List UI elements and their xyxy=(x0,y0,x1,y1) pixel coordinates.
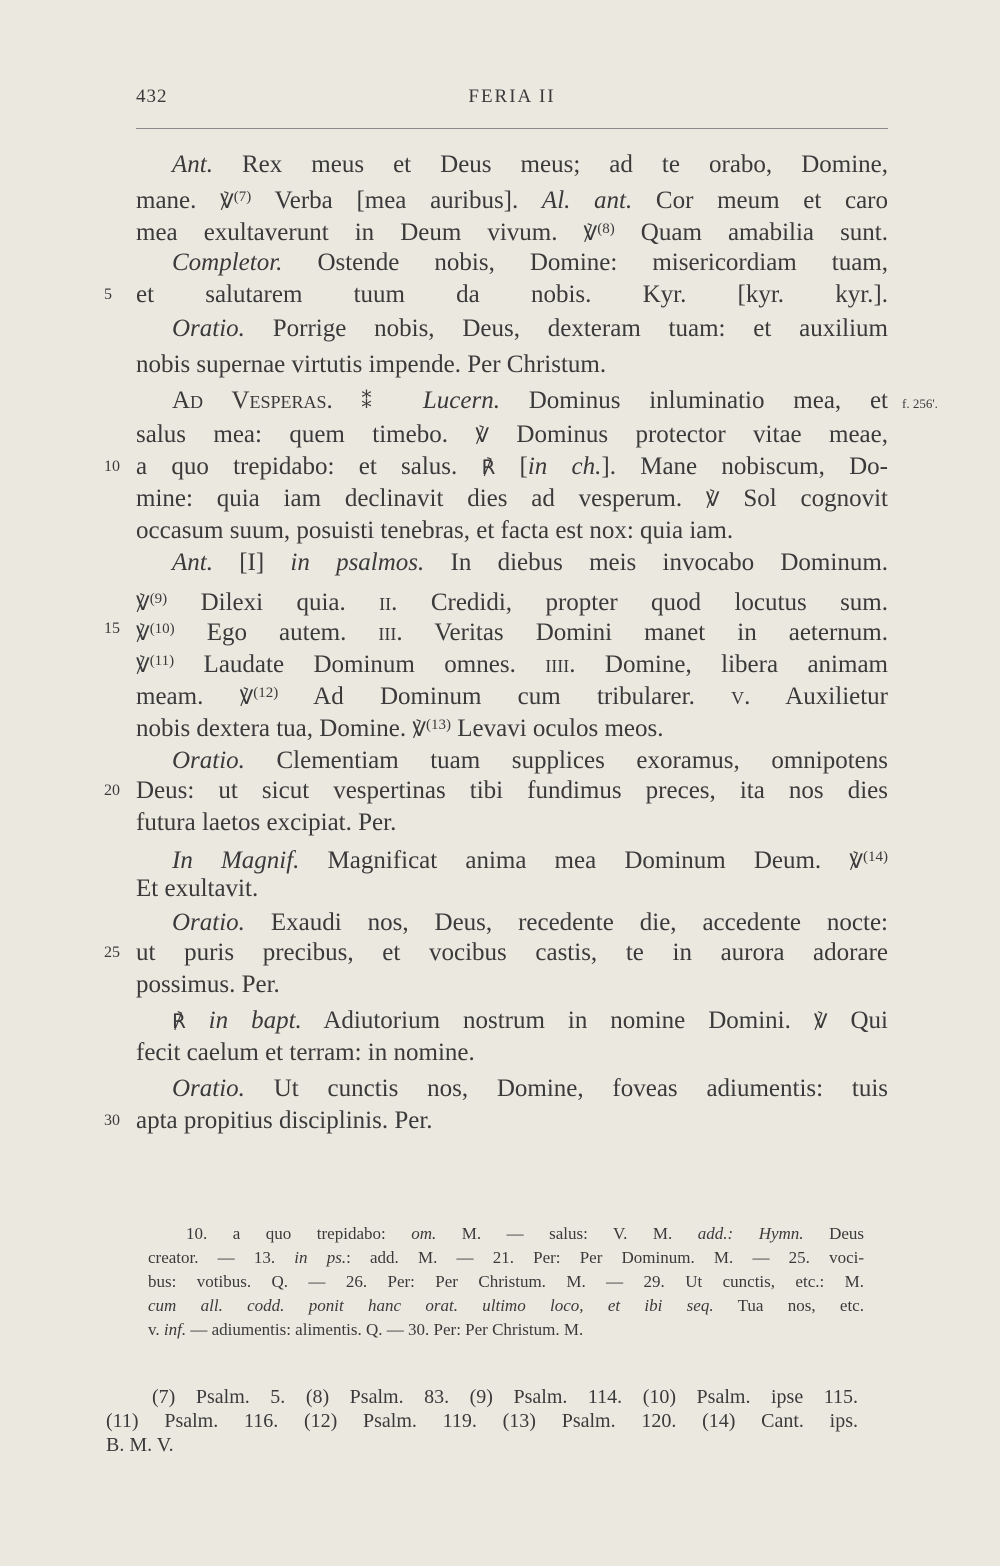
text-run: om. xyxy=(411,1224,437,1243)
text-run: Credidi, propter quod locutus sum. xyxy=(397,589,888,616)
text-run: v. xyxy=(731,683,751,710)
text-run: Ad Dominum cum tribularer. xyxy=(278,683,732,710)
liturgical-symbol: ℣ xyxy=(475,425,490,447)
notes-line xyxy=(148,1270,864,1294)
liturgical-symbol: ℣ xyxy=(220,191,234,213)
main-line xyxy=(172,314,888,344)
notes-line xyxy=(186,1222,864,1246)
text-run: et salutarem tuum da nobis. Kyr. [kyr. kyr.]. xyxy=(136,281,888,308)
refs-line xyxy=(106,1408,858,1434)
text-run: Magnificat anima mea Dominum Deum. xyxy=(299,847,850,874)
notes-line xyxy=(148,1246,864,1270)
folio-marker: f. 256'. xyxy=(902,396,938,411)
main-line xyxy=(172,386,888,416)
text-run: Oratio. xyxy=(172,909,245,936)
text-run: Qui xyxy=(827,1007,888,1034)
main-line xyxy=(136,776,888,806)
footnote-ref: (13) xyxy=(426,717,452,733)
text-run: Et exultavit. xyxy=(136,875,259,902)
main-line xyxy=(136,452,888,482)
text-run: (7) Psalm. 5. (8) Psalm. 83. (9) Psalm. 114. (10) Psalm. ipse 115. xyxy=(152,1386,858,1408)
text-run: fecit caelum et terram: in nomine. xyxy=(136,1039,475,1066)
main-line xyxy=(172,548,888,578)
text-run: Verba [mea auribus]. xyxy=(251,187,542,214)
main-line xyxy=(172,746,888,776)
main-line xyxy=(136,1106,888,1136)
text-run: bus: votibus. Q. — 26. Per: Per Christum. M. — 29. Ut cunctis, etc.: M. xyxy=(148,1272,864,1291)
text-run: Veritas Domini manet in aeternum. xyxy=(402,619,888,646)
line-number: 5 xyxy=(104,286,112,303)
text-run: (11) Psalm. 116. (12) Psalm. 119. (13) Psalm. 120. (14) Cant. ips. xyxy=(106,1410,858,1432)
text-run: in ch. xyxy=(527,453,602,480)
main-line xyxy=(136,1038,888,1068)
text-run: mea exultaverunt in Deum vivum. xyxy=(136,219,584,246)
text-run: Dominus inluminatio mea, et xyxy=(499,387,889,414)
text-run: in psalmos. xyxy=(290,549,425,576)
text-run: v. xyxy=(148,1320,164,1339)
main-line xyxy=(172,248,888,278)
main-line xyxy=(136,484,888,514)
text-run xyxy=(394,387,423,414)
text-run: Auxilietur xyxy=(750,683,889,710)
text-run: mine: quia iam declinavit dies ad vesperum. xyxy=(136,485,706,512)
text-run: In Magnif. xyxy=(172,847,300,874)
line-number: 10 xyxy=(104,458,120,475)
text-run: mane. xyxy=(136,187,221,214)
text-run: inf. xyxy=(163,1320,187,1339)
text-run: futura laetos excipiat. Per. xyxy=(136,809,397,836)
text-run: salus mea: quem timebo. xyxy=(136,421,476,448)
text-run: Dilexi quia. xyxy=(167,589,380,616)
text-run: creator. — 13. xyxy=(148,1248,295,1267)
page-number: 432 xyxy=(136,86,168,107)
text-run: a quo trepidabo: et salus. xyxy=(136,453,482,480)
line-number: 25 xyxy=(104,944,120,961)
liturgical-symbol: ℣ xyxy=(136,623,150,645)
main-line xyxy=(136,280,888,310)
liturgical-symbol: ℣ xyxy=(136,655,150,677)
text-run: cum all. codd. ponit hanc orat. ultimo loco, et ibi seq. xyxy=(148,1296,714,1315)
text-run: Hymn. xyxy=(758,1224,804,1243)
main-line xyxy=(172,150,888,180)
text-run: B. M. V. xyxy=(106,1434,174,1456)
text-run: Domine, libera animam xyxy=(575,651,888,678)
main-line xyxy=(136,420,888,450)
footnote-ref: (11) xyxy=(149,653,175,669)
text-run: Al. ant. xyxy=(541,187,633,214)
liturgical-symbol: ℣ xyxy=(705,489,720,511)
text-run: Oratio. xyxy=(172,747,245,774)
text-run: Ego autem. xyxy=(174,619,379,646)
main-line xyxy=(136,584,888,614)
text-run: Lucern. xyxy=(422,387,500,414)
text-run: Deus xyxy=(803,1224,865,1243)
liturgical-symbol: ⁑ xyxy=(361,391,395,413)
text-run: ]. Mane nobiscum, Do- xyxy=(601,453,889,480)
text-run: 10. a quo trepidabo: xyxy=(186,1224,412,1243)
notes-line xyxy=(148,1294,864,1318)
text-run: Ostende nobis, Domine: misericordiam tuam, xyxy=(282,249,888,276)
text-run: Ant. xyxy=(172,549,213,576)
text-run: in bapt. xyxy=(208,1007,302,1034)
main-line xyxy=(172,1006,888,1036)
notes-line xyxy=(148,1318,864,1342)
text-run: — adiumentis: alimentis. Q. — 30. Per: Per Christum. M. xyxy=(186,1320,584,1339)
text-run: Ant. xyxy=(172,151,213,178)
text-run: Ut cunctis nos, Domine, foveas adiumentis: tuis xyxy=(244,1075,888,1102)
text-run: Oratio. xyxy=(172,1075,245,1102)
text-run xyxy=(733,1224,759,1243)
liturgical-symbol: ℣ xyxy=(136,593,150,615)
footnote-ref: (7) xyxy=(233,189,252,205)
running-head xyxy=(136,86,888,114)
liturgical-symbol: ℣ xyxy=(583,223,598,245)
text-run: : add. M. — 21. Per: Per Dominum. M. — 25. voci- xyxy=(346,1248,865,1267)
text-run: Exaudi nos, Deus, recedente die, accedente nocte: xyxy=(244,909,888,936)
footnote-ref: (10) xyxy=(149,621,175,637)
footnote-ref: (14) xyxy=(863,849,888,865)
text-run: possimus. Per. xyxy=(136,971,280,998)
refs-line xyxy=(152,1384,858,1410)
main-line xyxy=(136,710,888,740)
text-run: Sol cognovit xyxy=(719,485,888,512)
liturgical-symbol: ℣ xyxy=(239,687,254,709)
main-line xyxy=(172,1074,888,1104)
text-run: Oratio. xyxy=(172,315,245,342)
text-run: ii. xyxy=(379,589,398,616)
text-run: nobis dextera tua, Domine. xyxy=(136,715,413,742)
text-run: Cor meum et caro xyxy=(632,187,888,214)
text-run: in ps. xyxy=(294,1248,347,1267)
header-rule xyxy=(136,128,888,129)
main-line xyxy=(136,874,888,904)
text-run: Tua nos, etc. xyxy=(713,1296,864,1315)
text-run: Quam amabilia sunt. xyxy=(614,219,888,246)
text-run: Levavi oculos meos. xyxy=(451,715,664,742)
text-run: Laudate Dominum omnes. xyxy=(174,651,546,678)
liturgical-symbol: ℣ xyxy=(412,719,427,741)
main-line xyxy=(172,842,888,872)
main-line xyxy=(136,646,888,676)
main-line xyxy=(136,516,888,546)
main-line xyxy=(136,350,888,380)
text-run: Adiutorium nostrum in nomine Domini. xyxy=(301,1007,814,1034)
text-run: iiii. xyxy=(545,651,576,678)
text-run: In diebus meis invocabo Dominum. xyxy=(424,549,889,576)
main-line xyxy=(136,970,888,1000)
text-run: Completor. xyxy=(172,249,283,276)
main-line xyxy=(172,908,888,938)
footnote-ref: (9) xyxy=(149,591,168,607)
text-run: Ad Vesperas. xyxy=(172,387,333,414)
main-line xyxy=(136,808,888,838)
text-run: Rex meus et Deus meus; ad te orabo, Domine, xyxy=(212,151,888,178)
footnote-ref: (12) xyxy=(253,685,279,701)
liturgical-symbol: ℣ xyxy=(813,1011,828,1033)
line-number: 30 xyxy=(104,1112,120,1129)
main-line xyxy=(136,678,888,708)
main-line xyxy=(136,214,888,244)
text-run: [ xyxy=(495,453,528,480)
line-number: 15 xyxy=(104,620,120,637)
text-run: add.: xyxy=(697,1224,734,1243)
liturgical-symbol: ℟ xyxy=(481,457,496,479)
text-run: [I] xyxy=(212,549,291,576)
text-run: M. — salus: V. M. xyxy=(436,1224,698,1243)
text-run: Deus: ut sicut vespertinas tibi fundimus preces, ita nos dies xyxy=(136,777,888,804)
liturgical-symbol: ℣ xyxy=(849,851,863,873)
text-run: iii. xyxy=(378,619,403,646)
text-run: apta propitius disciplinis. Per. xyxy=(136,1107,433,1134)
text-run: Clementiam tuam supplices exoramus, omnipotens xyxy=(244,747,888,774)
line-number: 20 xyxy=(104,782,120,799)
text-run: ut puris precibus, et vocibus castis, te in aurora adorare xyxy=(136,939,888,966)
text-run: Dominus protector vitae meae, xyxy=(489,421,889,448)
main-line xyxy=(136,182,888,212)
text-run: Porrige nobis, Deus, dexteram tuam: et auxilium xyxy=(244,315,888,342)
text-run xyxy=(186,1007,209,1034)
text-run: meam. xyxy=(136,683,240,710)
main-line xyxy=(136,938,888,968)
text-run: nobis supernae virtutis impende. Per Christum. xyxy=(136,351,607,378)
footnote-ref: (8) xyxy=(597,221,615,237)
refs-line xyxy=(106,1432,858,1458)
liturgical-symbol: ℟ xyxy=(172,1011,186,1033)
main-line xyxy=(136,614,888,644)
page-title: FERIA II xyxy=(468,86,556,107)
text-run xyxy=(333,387,362,414)
text-run: occasum suum, posuisti tenebras, et facta est nox: quia iam. xyxy=(136,517,734,544)
